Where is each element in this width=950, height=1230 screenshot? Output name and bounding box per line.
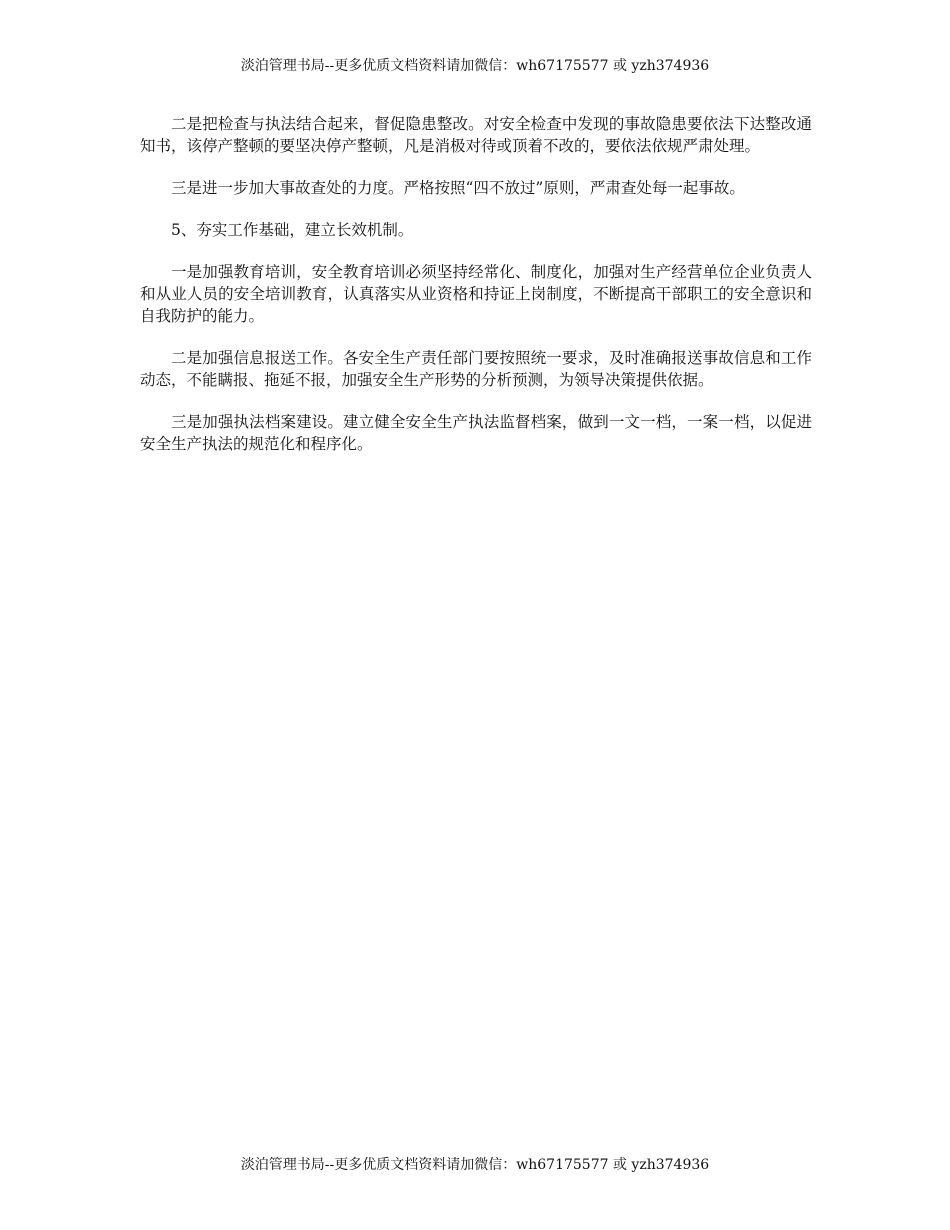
paragraph-archive-construction: 三是加强执法档案建设。建立健全安全生产执法监督档案，做到一文一档，一案一档，以促进安全生产执法的规范化和程序化。: [140, 413, 812, 453]
page-footer: 淡泊管理书局--更多优质文档资料请加微信：wh67175577 或 yzh374936: [240, 1157, 710, 1173]
page-header: 淡泊管理书局--更多优质文档资料请加微信：wh67175577 或 yzh374936: [240, 58, 710, 74]
paragraph-information-reporting: 二是加强信息报送工作。各安全生产责任部门要按照统一要求，及时准确报送事故信息和工作动态，不能瞒报、拖延不报，加强安全生产形势的分析预测，为领导决策提供依据。: [140, 349, 812, 389]
document-body: [140, 113, 812, 475]
paragraph-education-training: 一是加强教育培训，安全教育培训必须坚持经常化、制度化，加强对生产经营单位企业负责人和从业人员的安全培训教育，认真落实从业资格和持证上岗制度，不断提高干部职工的安全意识和自我防护的能力。: [140, 263, 812, 325]
paragraph-accident-investigation: 三是进一步加大事故查处的力度。严格按照“四不放过”原则，严肃查处每一起事故。: [171, 179, 745, 197]
section-heading-foundation: 5、夯实工作基础，建立长效机制。: [171, 221, 414, 239]
paragraph-inspection-enforcement: 二是把检查与执法结合起来，督促隐患整改。对安全检查中发现的事故隐患要依法下达整改通知书，该停产整顿的要坚决停产整顿，凡是消极对待或顶着不改的，要依法依规严肃处理。: [140, 115, 812, 155]
